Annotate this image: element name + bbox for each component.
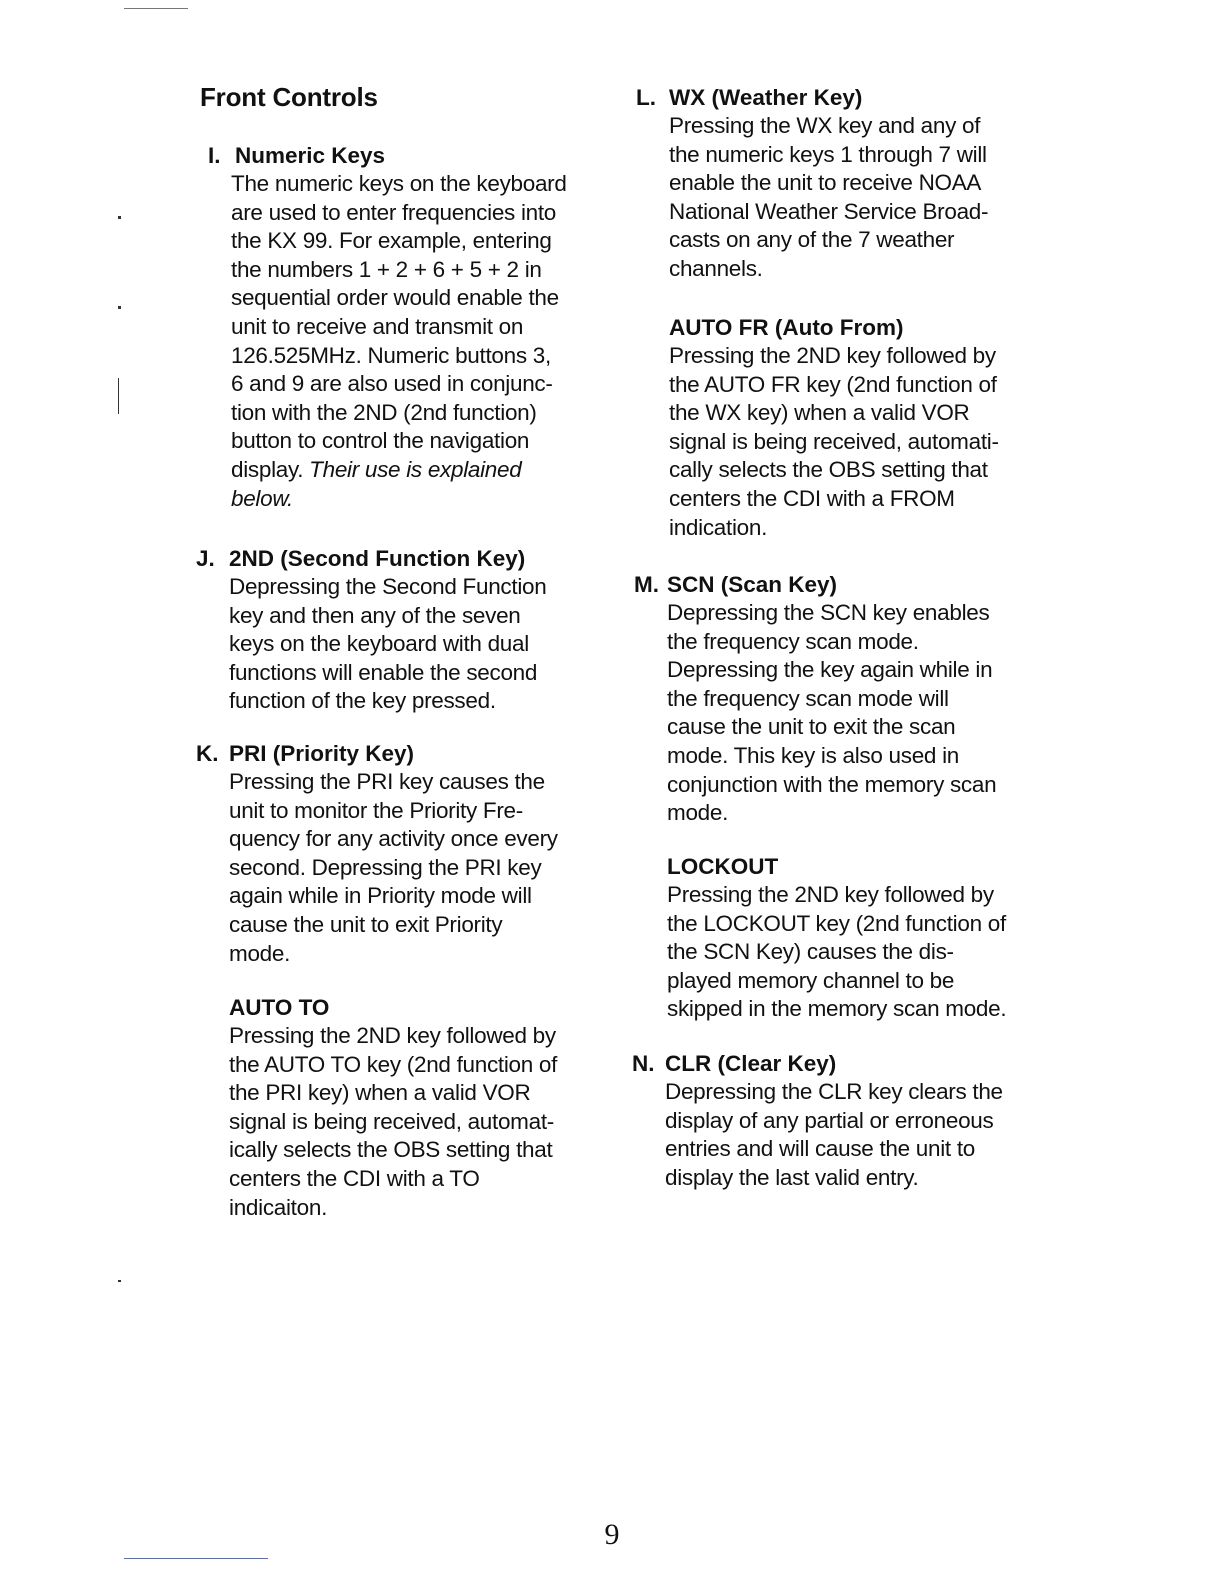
item-heading	[196, 545, 606, 573]
item-weather-key	[636, 84, 1056, 284]
item-letter: N.	[632, 1051, 655, 1076]
item-body: Pressing the 2ND key followed by the LOCKOUT key (2nd function of the SCN Key) causes the dis- played memory channel to be skipped in the memory scan mode.	[667, 882, 1007, 1022]
item-letter: M.	[634, 572, 659, 597]
item-body	[231, 170, 608, 513]
scan-speck	[118, 1280, 121, 1282]
item-heading	[208, 142, 608, 170]
item-body: Pressing the 2ND key followed by the AUTO TO key (2nd function of the PRI key) when a valid VOR signal is being received, automat- ically selects the OBS setting that centers the CDI with a TO indicaiton.	[229, 1023, 558, 1220]
item-title: SCN (Scan Key)	[667, 572, 838, 597]
bottom-rule	[124, 1558, 268, 1559]
item-title: Numeric Keys	[235, 143, 386, 168]
item-title: CLR (Clear Key)	[665, 1051, 837, 1076]
item-auto-from	[636, 314, 1056, 542]
page-number: 9	[604, 1518, 620, 1551]
item-title: PRI (Priority Key)	[229, 741, 415, 766]
item-lockout	[634, 853, 1054, 1024]
item-scan-key	[634, 571, 1054, 828]
item-body: Depressing the Second Function key and then any of the seven keys on the keyboard with dual functions will enable the second function of the key pressed.	[229, 574, 547, 714]
sub-heading: LOCKOUT	[667, 854, 779, 879]
item-heading	[636, 84, 1056, 112]
item-heading	[196, 740, 606, 768]
item-title: WX (Weather Key)	[669, 85, 863, 110]
item-letter: L.	[636, 85, 656, 110]
item-letter: J.	[196, 546, 215, 571]
item-body: Pressing the 2ND key followed by the AUTO FR key (2nd function of the WX key) when a valid VOR signal is being received, automati- cally selects the OBS setting that centers the CDI with a FROM indication.	[669, 343, 999, 540]
item-body-italic: Their use is explained below.	[231, 456, 522, 511]
sub-heading: AUTO FR (Auto From)	[669, 315, 904, 340]
item-numeric-keys	[208, 142, 608, 513]
section-title: Front Controls	[200, 82, 378, 112]
scan-speck	[118, 216, 121, 219]
scan-speck	[118, 306, 121, 309]
sub-heading: AUTO TO	[229, 995, 330, 1020]
item-body: Pressing the WX key and any of the numeric keys 1 through 7 will enable the unit to receive NOAA National Weather Service Broad- casts on any of the 7 weather channels.	[669, 113, 989, 281]
item-letter: K.	[196, 741, 219, 766]
item-second-function-key	[196, 545, 606, 716]
item-body-text: The numeric keys on the keyboard are used to enter frequencies into the KX 99. For example, entering the numbers 1 + 2 + 6 + 5 + 2 in sequential order would enable the unit to receive and transmit on 126.525MHz. Numeric buttons 3, 6 and 9 are also used in conjunc- tion with the 2ND (2nd function) button to control the navigation display.	[231, 171, 567, 482]
top-rule	[124, 8, 188, 9]
scan-speck	[118, 378, 119, 414]
item-heading	[634, 571, 1054, 599]
item-letter: I.	[208, 143, 221, 168]
item-title: 2ND (Second Function Key)	[229, 546, 526, 571]
item-heading	[632, 1050, 1052, 1078]
item-body: Depressing the SCN key enables the frequency scan mode. Depressing the key again while in the frequency scan mode will cause the unit to exit the scan mode. This key is also used in conjunction with the memory scan mode.	[667, 600, 997, 826]
item-clear-key	[632, 1050, 1052, 1192]
item-body: Pressing the PRI key causes the unit to monitor the Priority Fre- quency for any activity once every second. Depressing the PRI key again while in Priority mode will cause the unit to exit Priority mode.	[229, 769, 558, 966]
item-priority-key	[196, 740, 606, 968]
item-body: Depressing the CLR key clears the display of any partial or erroneous entries and will cause the unit to display the last valid entry.	[665, 1079, 1003, 1190]
item-auto-to	[196, 994, 606, 1222]
